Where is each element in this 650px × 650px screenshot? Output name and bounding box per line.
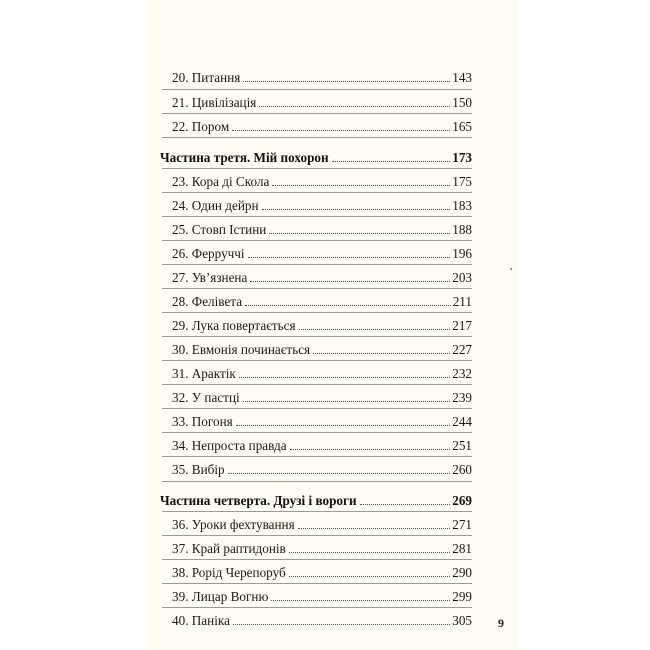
toc-entry-title: 23. Кора ді Скола — [172, 174, 270, 189]
dot-leader — [239, 376, 450, 378]
dot-leader — [232, 129, 450, 131]
toc-entry-page: 211 — [452, 294, 472, 309]
dot-leader — [289, 575, 451, 577]
divider — [162, 264, 472, 265]
toc-entry-page: 269 — [452, 493, 472, 508]
dot-leader — [332, 160, 451, 162]
toc-entry-page: 239 — [452, 390, 472, 405]
toc-entry-page: 290 — [452, 565, 472, 580]
divider — [162, 535, 472, 536]
divider — [162, 240, 472, 241]
toc-entry-page: 196 — [452, 246, 472, 261]
dot-leader — [245, 304, 451, 306]
divider — [162, 216, 472, 217]
toc-entry-page: 260 — [452, 462, 472, 477]
dot-leader — [259, 105, 450, 107]
dot-leader — [236, 424, 451, 426]
toc-entry — [172, 222, 472, 238]
toc-entry — [172, 517, 472, 533]
toc-entry — [172, 414, 472, 430]
toc-entry — [172, 342, 472, 358]
toc-entry-page: 227 — [452, 342, 472, 357]
toc-entry — [172, 246, 472, 262]
toc-entry-page: 251 — [452, 438, 472, 453]
toc-entry-title: 22. Пором — [172, 119, 230, 134]
toc-entry-title: 32. У пастці — [172, 390, 240, 405]
dot-leader — [290, 448, 451, 450]
divider — [162, 137, 472, 138]
toc-entry-title: 25. Стовп Істини — [172, 222, 267, 237]
toc-entry-title: 31. Арактік — [172, 366, 236, 381]
divider — [162, 432, 472, 433]
toc-entry — [172, 390, 472, 406]
toc-entry-title: 21. Цивілізація — [172, 95, 257, 110]
dot-leader — [262, 208, 451, 210]
toc-entry — [172, 119, 472, 135]
toc-entry-page: 299 — [452, 589, 472, 604]
divider — [162, 559, 472, 560]
dot-leader — [272, 184, 450, 186]
divider — [162, 113, 472, 114]
divider — [162, 312, 472, 313]
toc-entry — [172, 70, 472, 86]
divider — [162, 89, 472, 90]
toc-entry — [172, 318, 472, 334]
dot-leader — [228, 472, 451, 474]
toc-entry — [172, 174, 472, 190]
toc-entry — [172, 589, 472, 605]
toc-entry-page: 150 — [452, 95, 472, 110]
toc-entry-title: 24. Один дейрн — [172, 198, 259, 213]
page-number: 9 — [498, 616, 504, 630]
toc-entry — [172, 270, 472, 286]
dot-leader — [250, 280, 450, 282]
dot-leader — [360, 503, 451, 505]
toc-entry-page: 188 — [452, 222, 472, 237]
toc-entry-page: 217 — [452, 318, 472, 333]
toc-entry-title: Частина третя. Мій похорон — [160, 150, 329, 165]
toc-entry — [172, 613, 472, 629]
divider — [162, 456, 472, 457]
toc-entry-page: 271 — [452, 517, 472, 532]
book-page — [148, 0, 518, 650]
toc-entry-title: 27. Ув’язнена — [172, 270, 248, 285]
toc-entry-title: 30. Евмонія починається — [172, 342, 311, 357]
paper-speck — [510, 268, 512, 270]
dot-leader — [271, 599, 450, 601]
divider — [162, 481, 472, 482]
toc-entry-page: 281 — [452, 541, 472, 556]
toc-entry-title: 37. Край раптидонів — [172, 541, 286, 556]
toc-entry-page: 244 — [452, 414, 472, 429]
toc-entry-page: 183 — [452, 198, 472, 213]
divider — [162, 408, 472, 409]
toc-entry-page: 203 — [452, 270, 472, 285]
dot-leader — [269, 232, 450, 234]
toc-entry-page: 173 — [452, 150, 472, 165]
toc-entry-page: 165 — [452, 119, 472, 134]
dot-leader — [299, 328, 451, 330]
toc-entry — [172, 198, 472, 214]
divider — [162, 583, 472, 584]
toc-entry — [172, 366, 472, 382]
toc-entry — [172, 541, 472, 557]
dot-leader — [243, 80, 450, 82]
toc-entry — [172, 95, 472, 111]
toc-entry-title: 33. Погоня — [172, 414, 233, 429]
toc-entry-title: 39. Лицар Вогню — [172, 589, 269, 604]
toc-entry-title: 40. Паніка — [172, 613, 230, 628]
toc-entry — [172, 438, 472, 454]
divider — [162, 607, 472, 608]
toc-entry — [172, 462, 472, 478]
toc-entry — [172, 294, 472, 310]
toc-part-heading — [160, 150, 472, 166]
toc-part-heading — [160, 493, 472, 509]
toc-entry-page: 143 — [452, 70, 472, 85]
toc-entry — [172, 565, 472, 581]
divider — [162, 511, 472, 512]
toc-entry-page: 305 — [452, 613, 472, 628]
table-of-contents — [148, 0, 518, 650]
toc-entry-title: 36. Уроки фехтування — [172, 517, 295, 532]
divider — [162, 288, 472, 289]
toc-entry-title: 26. Ферруччі — [172, 246, 245, 261]
toc-entry-title: 29. Лука повертається — [172, 318, 296, 333]
divider — [162, 168, 472, 169]
dot-leader — [298, 527, 451, 529]
toc-entry-title: 20. Питання — [172, 70, 241, 85]
toc-entry-title: 34. Непроста правда — [172, 438, 287, 453]
divider — [162, 384, 472, 385]
dot-leader — [243, 400, 451, 402]
dot-leader — [233, 623, 450, 625]
divider — [162, 360, 472, 361]
divider — [162, 336, 472, 337]
toc-entry-title: Частина четверта. Друзі і вороги — [160, 493, 357, 508]
toc-entry-page: 175 — [452, 174, 472, 189]
dot-leader — [248, 256, 451, 258]
divider — [162, 192, 472, 193]
dot-leader — [289, 551, 450, 553]
dot-leader — [313, 352, 450, 354]
toc-entry-title: 35. Вибір — [172, 462, 225, 477]
toc-entry-page: 232 — [452, 366, 472, 381]
toc-entry-title: 38. Рорід Черепоруб — [172, 565, 286, 580]
toc-entry-title: 28. Фелівета — [172, 294, 243, 309]
